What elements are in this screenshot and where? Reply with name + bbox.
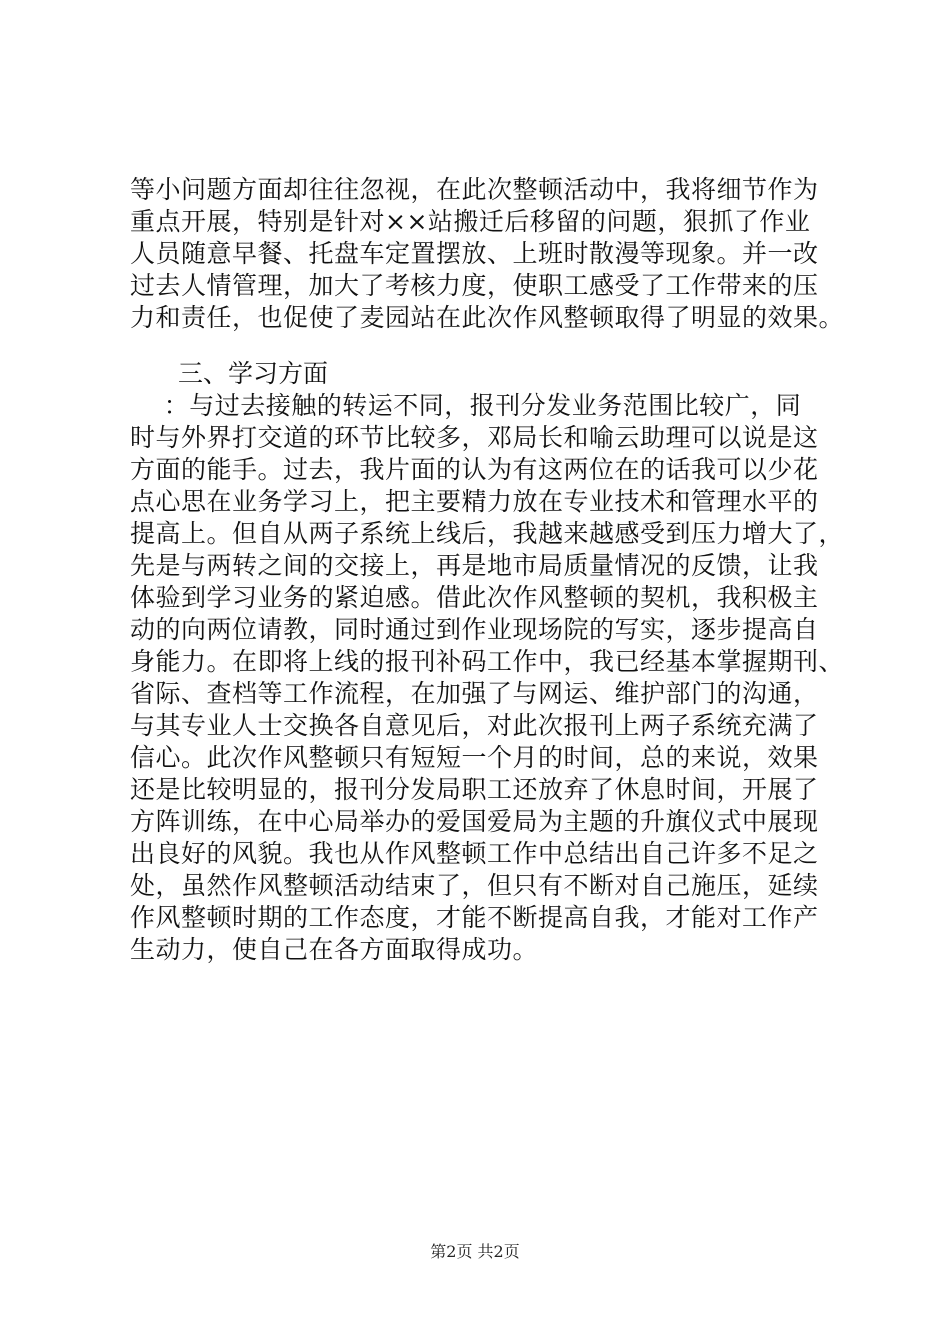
paragraph-line: 作风整顿时期的工作态度，才能不断提高自我，才能对工作产 bbox=[130, 903, 819, 932]
paragraph-line: 提高上。但自从两子系统上线后，我越来越感受到压力增大了， bbox=[130, 519, 845, 548]
paragraph-line: 人员随意早餐、托盘车定置摆放、上班时散漫等现象。并一改 bbox=[130, 239, 819, 268]
paragraph-line: 过去人情管理，加大了考核力度，使职工感受了工作带来的压 bbox=[130, 271, 819, 300]
paragraph-line: 先是与两转之间的交接上，再是地市局质量情况的反馈，让我 bbox=[130, 551, 819, 580]
paragraph-line: 方面的能手。过去，我片面的认为有这两位在的话我可以少花 bbox=[130, 455, 819, 484]
section-heading: 三、学习方面 bbox=[178, 359, 329, 388]
paragraph-line: 省际、查档等工作流程，在加强了与网运、维护部门的沟通， bbox=[130, 679, 819, 708]
paragraph-line: 重点开展，特别是针对××站搬迁后移留的问题，狠抓了作业 bbox=[130, 207, 811, 236]
paragraph-line: 身能力。在即将上线的报刊补码工作中，我已经基本掌握期刊、 bbox=[130, 647, 845, 676]
paragraph-line: 点心思在业务学习上，把主要精力放在专业技术和管理水平的 bbox=[130, 487, 819, 516]
paragraph-line: 信心。此次作风整顿只有短短一个月的时间，总的来说，效果 bbox=[130, 743, 819, 772]
paragraph-top bbox=[130, 174, 845, 334]
paragraph-line: 体验到学习业务的紧迫感。借此次作风整顿的契机，我积极主 bbox=[130, 583, 819, 612]
paragraph-line: 生动力，使自己在各方面取得成功。 bbox=[130, 935, 539, 964]
paragraph-line: 与其专业人士交换各自意见后，对此次报刊上两子系统充满了 bbox=[130, 711, 819, 740]
paragraph-line: ：与过去接触的转运不同，报刊分发业务范围比较广，同 bbox=[130, 391, 802, 420]
paragraph-line: 力和责任，也促使了麦园站在此次作风整顿取得了明显的效果。 bbox=[130, 303, 845, 332]
paragraph-line: 等小问题方面却往往忽视，在此次整顿活动中，我将细节作为 bbox=[130, 175, 819, 204]
paragraph-line: 方阵训练，在中心局举办的爱国爱局为主题的升旗仪式中展现 bbox=[130, 807, 819, 836]
paragraph-main bbox=[130, 390, 845, 966]
paragraph-line: 出良好的风貌。我也从作风整顿工作中总结出自己许多不足之 bbox=[130, 839, 819, 868]
paragraph-line: 还是比较明显的，报刊分发局职工还放弃了休息时间，开展了 bbox=[130, 775, 819, 804]
paragraph-line: 处，虽然作风整顿活动结束了，但只有不断对自己施压，延续 bbox=[130, 871, 819, 900]
paragraph-line: 动的向两位请教，同时通过到作业现场院的写实，逐步提高自 bbox=[130, 615, 819, 644]
page-footer: 第2页 共2页 bbox=[430, 1242, 520, 1261]
paragraph-line: 时与外界打交道的环节比较多，邓局长和喻云助理可以说是这 bbox=[130, 423, 819, 452]
